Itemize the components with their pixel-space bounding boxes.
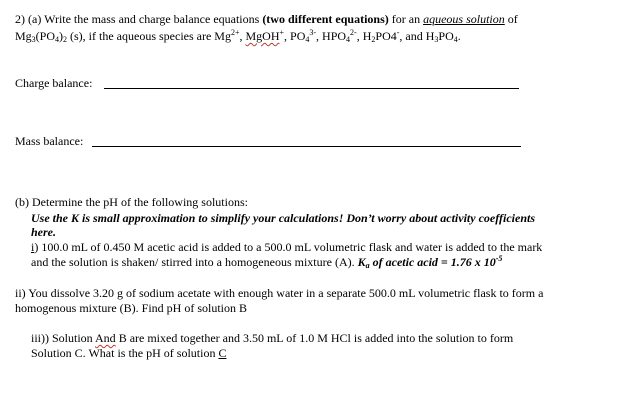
question-bi-line1 <box>31 239 542 255</box>
question-biii-text: Solution C. What is the pH of solution <box>31 346 219 360</box>
ka-exponent: -5 <box>495 254 503 263</box>
hint-line-1: Use the K is small approximation to simplify your calculations! Don’t worry about activity coefficients <box>31 211 536 225</box>
question-a-line1 <box>15 11 518 27</box>
ka-symbol: K <box>357 255 366 269</box>
species-separator: , <box>239 29 246 43</box>
salt-subscript: 4 <box>55 35 60 44</box>
salt-formula-part: (PO <box>35 29 56 43</box>
salt-subscript: 3 <box>31 35 36 44</box>
charge-balance-answer-line[interactable] <box>104 88 519 89</box>
salt-formula-part: Mg <box>15 29 32 43</box>
question-bi-marker: i <box>31 240 35 254</box>
charge-superscript: + <box>279 28 285 37</box>
question-bi-line2 <box>31 254 502 270</box>
charge-superscript: 3- <box>309 28 317 37</box>
question-bii-line1: ii) You dissolve 3.20 g of sodium acetate with enough water in a separate 500.0 mL volumetric flask to form a <box>15 286 544 300</box>
salt-subscript: 2 <box>63 35 68 44</box>
question-a-mid: for an <box>388 12 424 26</box>
species-text: , and H <box>399 29 435 43</box>
mass-balance-answer-line[interactable] <box>92 146 521 147</box>
question-biii-text: B are mixed together and 3.50 mL of 1.0 M HCl is added into the solution to form <box>115 331 514 345</box>
mass-balance-label: Mass balance: <box>15 134 84 148</box>
question-biii-text: iii)) Solution <box>31 331 96 345</box>
species-subscript: 2 <box>371 35 376 44</box>
species-subscript: 4 <box>453 35 458 44</box>
species-text: , H <box>356 29 372 43</box>
species-text: , PO <box>284 29 306 43</box>
question-bi-text: ) 100.0 mL of 0.450 M acetic acid is added to a 500.0 mL volumetric flask and water is added to the mark <box>34 240 543 254</box>
species-text: . <box>457 29 461 43</box>
hint-line-2: here. <box>31 225 56 239</box>
mgoh-spellcheck-word: MgOH <box>245 29 280 43</box>
question-biii-line1 <box>31 330 513 346</box>
and-spellcheck-word: And <box>95 331 116 345</box>
species-text: (s), if the aqueous species are Mg <box>67 29 231 43</box>
species-text: PO <box>438 29 454 43</box>
question-a-suffix: of <box>504 12 518 26</box>
species-text: , HPO <box>316 29 347 43</box>
charge-superscript: 2+ <box>230 28 240 37</box>
charge-balance-label: Charge balance: <box>15 76 93 90</box>
ka-subscript: a <box>365 261 370 270</box>
species-subscript: 3 <box>434 35 439 44</box>
question-bi-text: and the solution is shaken/ stirred into a homogeneous mixture (A). <box>31 255 358 269</box>
question-a-solution-word: aqueous solution <box>423 12 505 26</box>
charge-superscript: 2- <box>350 28 357 37</box>
salt-formula-part: ) <box>59 29 64 43</box>
question-a-line2 <box>15 28 461 44</box>
solution-c-label: C <box>218 346 227 360</box>
question-a-prefix: 2) (a) Write the mass and charge balance equations <box>15 12 263 26</box>
question-a-emphasis: (two different equations) <box>262 12 389 26</box>
question-bii-line2: homogenous mixture (B). Find pH of solution B <box>15 301 247 315</box>
species-text: PO4 <box>375 29 397 43</box>
ka-value: of acetic acid = 1.76 x 10 <box>369 255 496 269</box>
species-subscript: 4 <box>305 35 310 44</box>
species-subscript: 4 <box>346 35 351 44</box>
question-biii-line2 <box>31 345 226 361</box>
charge-superscript: - <box>396 28 400 37</box>
question-b-heading: (b) Determine the pH of the following solutions: <box>15 195 248 209</box>
